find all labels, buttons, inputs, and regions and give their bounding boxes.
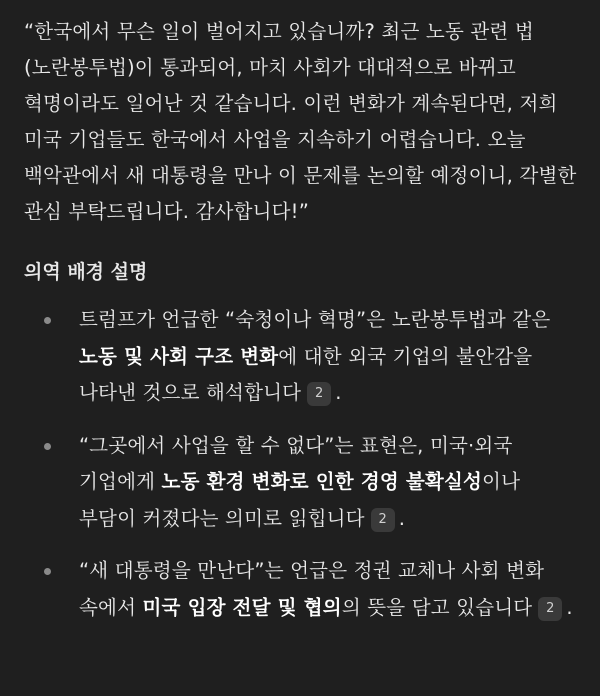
list-item-text: 트럼프가 언급한 “숙청이나 혁명”은 노란봉투법과 같은: [79, 308, 551, 331]
citation-badge[interactable]: 2: [538, 597, 562, 621]
list-item-text: 이나 부담이 커졌다는 의미로 읽힙니다: [79, 470, 521, 530]
list-item-end: .: [398, 506, 406, 530]
list-item-text: 에 대한 외국 기업의 불안감을 나타낸 것으로 해석합니다: [79, 344, 533, 404]
list-item-end: .: [335, 381, 342, 404]
citation-badge[interactable]: 2: [371, 508, 395, 532]
quote-paragraph: “한국에서 무슨 일이 벌어지고 있습니까? 최근 노동 관련 법(노란봉투법)이 통과되어, 마치 사회가 대대적으로 바뀌고 혁명이라도 일어난 것 같습니다. 이런 변화가 계속된다면, 저희 미국 기업들도 한국에서 사업을 지속하기 어렵습니다. 오늘 백악관에서 새 대통령을 만나 이 문제를 논의할 예정이니, 각별한 관심 부탁드립니다. 감사합니다!”: [24, 20, 577, 223]
list-item-text: “새 대통령을 만난다”는 언급은 정권 교체나 사회 변화 속에서: [79, 559, 545, 619]
list-item-end: .: [566, 595, 573, 619]
list-item-text: “그곳에서 사업을 할 수 없다”는 표현은, 미국·외국 기업에게: [79, 433, 513, 493]
bullet-dot-icon: [44, 568, 51, 575]
bullet-list: [24, 302, 580, 626]
bullet-dot-icon: [44, 317, 51, 324]
list-item-bold: 미국 입장 전달 및 협의: [142, 595, 342, 619]
list-item-bold: 노동 및 사회 구조 변화: [79, 344, 279, 368]
bullet-dot-icon: [44, 443, 51, 450]
section-title: 의역 배경 설명: [24, 261, 148, 283]
list-item: [24, 302, 580, 412]
list-item: [24, 428, 580, 538]
list-item: [24, 553, 580, 626]
list-item-text: 의 뜻을 담고 있습니다: [341, 595, 533, 619]
list-item-bold: 노동 환경 변화로 인한 경영 불확실성: [161, 470, 483, 493]
citation-badge[interactable]: 2: [307, 382, 331, 406]
